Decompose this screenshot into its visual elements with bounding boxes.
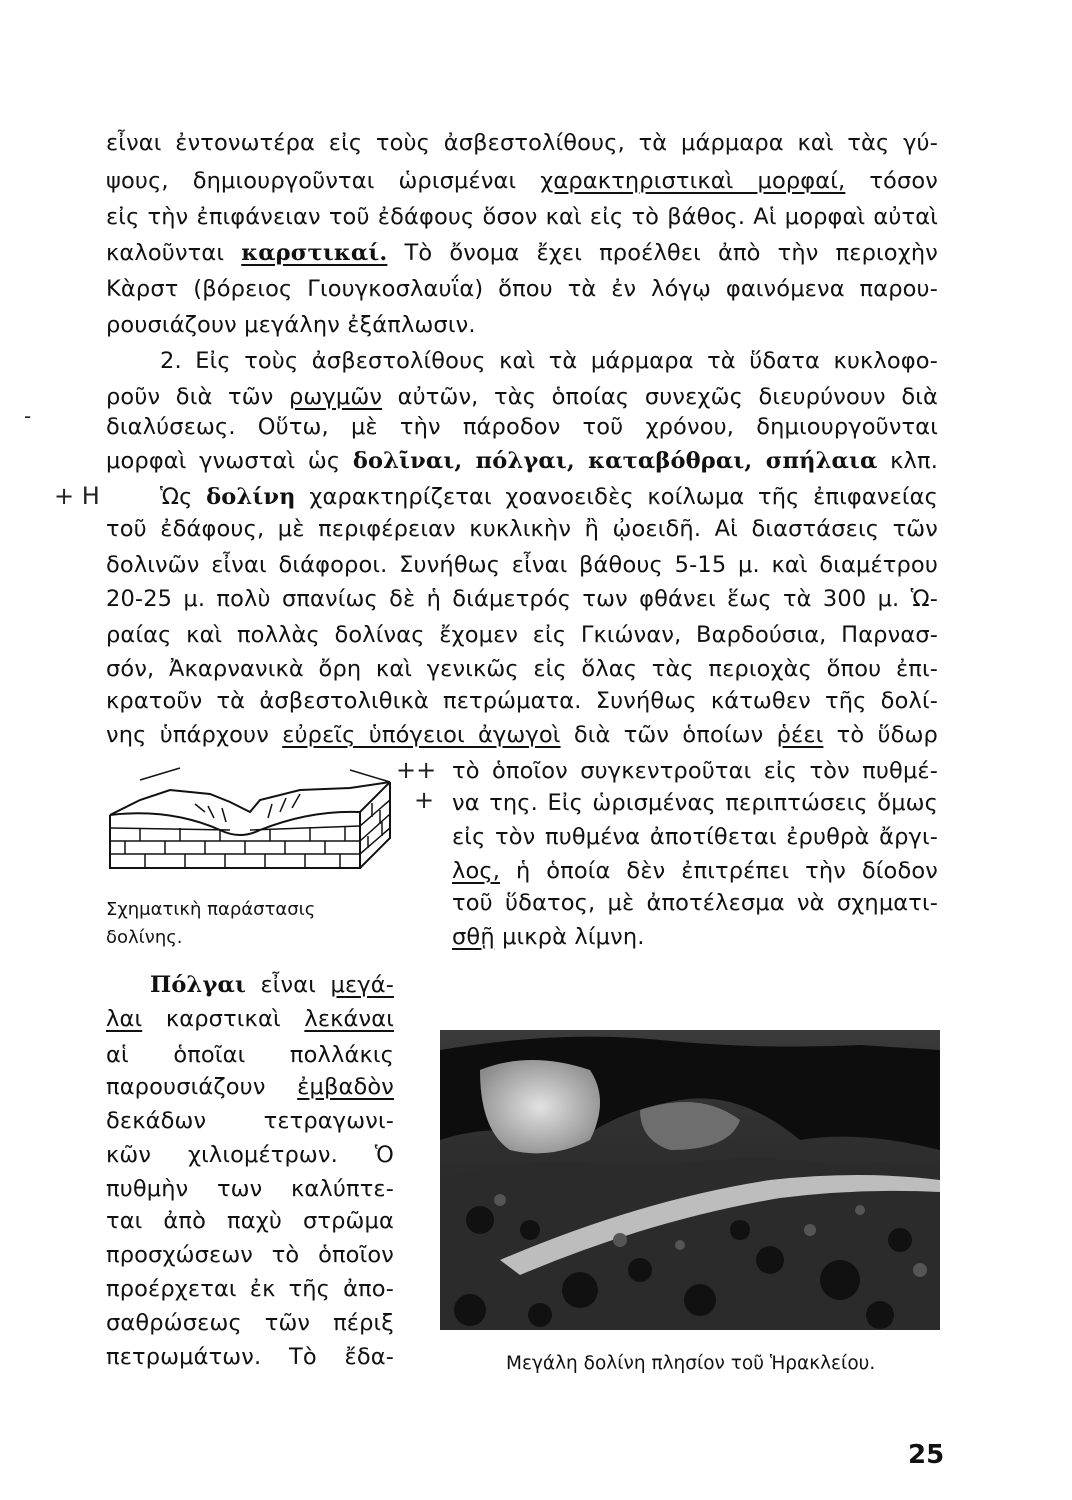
handwritten-mark: + H [54, 482, 100, 510]
handwritten-mark: + [414, 786, 435, 814]
text-line [106, 238, 938, 268]
text-span: εἶναι [260, 972, 317, 998]
underlined-term: σθῇ [452, 924, 495, 950]
diagram-caption: δολίνης. [106, 927, 183, 948]
text-line [106, 382, 938, 412]
bold-terms: δολῖναι, πόλγαι, καταβόθραι, σπήλαια [352, 448, 878, 474]
margin-dash-mark: ‑ [24, 404, 32, 428]
text-line: αἱ ὁποῖαι πολλάκις [106, 1042, 394, 1068]
text-span: τόσον [869, 168, 938, 194]
text-line: Κὰρστ (βόρειος Γιουγκοσλαυΐα) ὅπου τὰ ἐν λόγῳ φαινόμενα παρου- [106, 276, 938, 302]
text-line: εἰς τὴν ἐπιφάνειαν τοῦ ἐδάφους ὅσον καὶ εἰς τὸ βάθος. Αἱ μορφαὶ αὐταὶ [106, 204, 938, 230]
underlined-term: χαρακτηριστικαὶ μορφαί, [540, 168, 846, 194]
text-line: προσχώσεων τὸ ὁποῖον [106, 1242, 394, 1268]
page-number: 25 [908, 1440, 945, 1470]
text-line: ται ἀπὸ παχὺ στρῶμα [106, 1208, 394, 1234]
bold-term: Πόλγαι [150, 972, 246, 998]
text-line [106, 1072, 394, 1102]
text-line: δολινῶν εἶναι διάφοροι. Συνήθως εἶναι βάθους 5-15 μ. καὶ διαμέτρου [106, 552, 938, 578]
text-span: κλπ. [890, 448, 938, 474]
text-line: εἶναι ἐντονωτέρα εἰς τοὺς ἀσβεστολίθους, τὰ μάρμαρα καὶ τὰς γύ- [106, 130, 938, 156]
underlined-term: λος, [452, 858, 501, 884]
text-line [452, 922, 645, 952]
text-span: χαρακτηρίζεται χοανοειδὲς κοίλωμα τῆς ἐπιφανείας [309, 484, 938, 510]
text-line [106, 166, 938, 196]
text-line [106, 720, 938, 750]
text-line: προέρχεται ἐκ τῆς ἀπο- [106, 1276, 394, 1302]
text-line [106, 446, 938, 476]
text-span: τὸ ὕδωρ [836, 722, 938, 748]
underlined-term: μεγά- [330, 972, 394, 998]
text-line: κῶν χιλιομέτρων. Ὁ [106, 1142, 394, 1168]
underlined-term: λεκάναι [304, 1006, 394, 1032]
text-line [452, 856, 938, 886]
underlined-term: λαι [106, 1006, 143, 1032]
text-line: τοῦ ἐδάφους, μὲ περιφέρειαν κυκλικὴν ἢ ᾠοειδῆ. Αἱ διαστάσεις τῶν [106, 516, 938, 542]
text-line: δεκάδων τετραγωνι- [106, 1108, 394, 1134]
text-span: καλοῦνται [106, 240, 225, 266]
text-span: ροῦν διὰ τῶν [106, 384, 274, 410]
text-span: νης ὑπάρχουν [106, 722, 269, 748]
text-span: ψους, δημιουργοῦνται ὡρισμέναι [106, 168, 517, 194]
text-span: διὰ τῶν ὁποίων [573, 722, 764, 748]
text-line [160, 482, 938, 512]
underlined-term: εὐρεῖς ὑπόγειοι ἀγωγοὶ [282, 722, 561, 748]
text-line: 20-25 μ. πολὺ σπανίως δὲ ἡ διάμετρός των φθάνει ἕως τὰ 300 μ. Ὡ- [106, 586, 938, 612]
text-line: πετρωμάτων. Τὸ ἔδα- [106, 1344, 394, 1370]
photo-caption: Μεγάλη δολίνη πλησίον τοῦ Ἡρακλείου. [506, 1353, 876, 1374]
text-span: Ὡς [160, 484, 193, 510]
underlined-term: ρωγμῶν [288, 384, 383, 410]
text-line: τὸ ὁποῖον συγκεντροῦται εἰς τὸν πυθμέ- [452, 758, 938, 784]
text-line: διαλύσεως. Οὕτω, μὲ τὴν πάροδον τοῦ χρόνου, δημιουργοῦνται [106, 414, 938, 440]
text-span: αὐτῶν, τὰς ὁποίας συνεχῶς διευρύνουν διὰ [397, 384, 938, 410]
doline-diagram [100, 760, 440, 880]
text-line: εἰς τὸν πυθμένα ἀποτίθεται ἐρυθρὰ ἄργι- [452, 824, 938, 850]
text-line: σαθρώσεως τῶν πέριξ [106, 1310, 394, 1336]
text-span: ἡ ὁποία δὲν ἐπιτρέπει τὴν δίοδον [515, 858, 939, 884]
text-span: Τὸ ὄνομα ἔχει προέλθει ἀπὸ τὴν περιοχὴν [404, 240, 938, 266]
text-span: μικρὰ λίμνη. [502, 924, 645, 950]
text-line: να της. Εἰς ὡρισμένας περιπτώσεις ὅμως [452, 790, 938, 816]
diagram-caption: Σχηματικὴ παράστασις [106, 899, 316, 920]
text-line: πυθμὴν των καλύπτε- [106, 1176, 394, 1202]
underlined-term: ῥέει [776, 722, 824, 748]
text-span: μορφαὶ γνωσταὶ ὡς [106, 448, 341, 474]
handwritten-mark: ++ [396, 756, 437, 784]
text-line: 2. Εἰς τοὺς ἀσβεστολίθους καὶ τὰ μάρμαρα τὰ ὕδατα κυκλοφο- [160, 348, 938, 374]
text-line: ραίας καὶ πολλὰς δολίνας ἔχομεν εἰς Γκιώναν, Βαρδούσια, Παρνασ- [106, 622, 938, 648]
text-line: τοῦ ὕδατος, μὲ ἀποτέλεσμα νὰ σχηματι- [452, 890, 938, 916]
text-span: παρουσιάζουν [106, 1074, 266, 1100]
bold-term: δολίνη [206, 484, 296, 510]
text-line: ρουσιάζουν μεγάλην ἐξάπλωσιν. [106, 312, 476, 338]
text-line [150, 970, 394, 1000]
text-line: κρατοῦν τὰ ἀσβεστολιθικὰ πετρώματα. Συνήθως κάτωθεν τῆς δολί- [106, 688, 938, 714]
underlined-term: ἐμβαδὸν [297, 1074, 394, 1100]
text-span: καρστικαὶ [165, 1006, 281, 1032]
bold-term: καρστικαί. [241, 240, 388, 266]
text-line [106, 1004, 394, 1034]
text-line: σόν, Ἀκαρνανικὰ ὄρη καὶ γενικῶς εἰς ὅλας τὰς περιοχὰς ὅπου ἐπι- [106, 656, 938, 682]
doline-photo [440, 1030, 940, 1330]
